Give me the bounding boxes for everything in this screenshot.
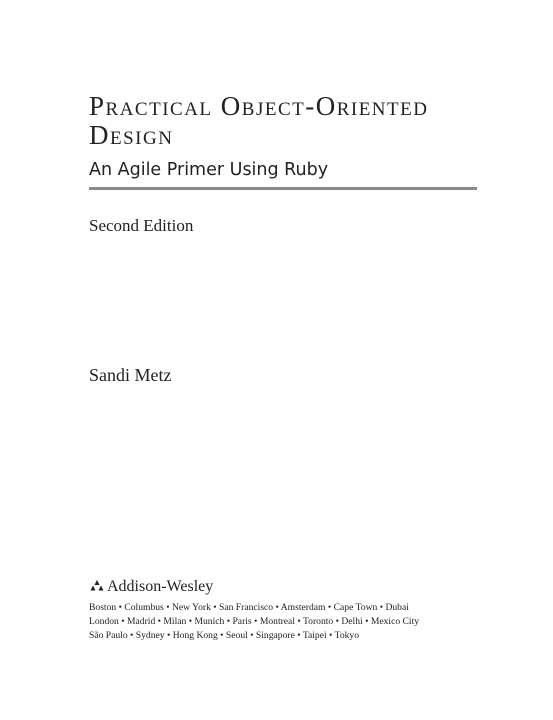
addison-wesley-logo-icon — [89, 580, 105, 594]
author-name: Sandi Metz — [89, 365, 172, 385]
book-title-line-2: Design — [89, 120, 174, 150]
cities-line-1: Boston • Columbus • New York • San Francisco • Amsterdam • Cape Town • Dubai — [89, 602, 409, 613]
book-subtitle: An Agile Primer Using Ruby — [89, 160, 329, 180]
publisher-block — [89, 577, 509, 643]
cities-line-3: São Paulo • Sydney • Hong Kong • Seoul • Singapore • Taipei • Tokyo — [89, 630, 360, 641]
title-rule — [89, 187, 477, 190]
edition-label: Second Edition — [89, 216, 194, 235]
cities-line-2: London • Madrid • Milan • Munich • Paris • Montreal • Toronto • Delhi • Mexico City — [89, 616, 420, 627]
publisher-cities — [89, 601, 509, 643]
title-block — [89, 92, 477, 190]
publisher-name: Addison-Wesley — [107, 578, 214, 595]
publisher-line — [89, 577, 509, 597]
book-title-line-1: Practical Object-Oriented — [89, 91, 429, 121]
